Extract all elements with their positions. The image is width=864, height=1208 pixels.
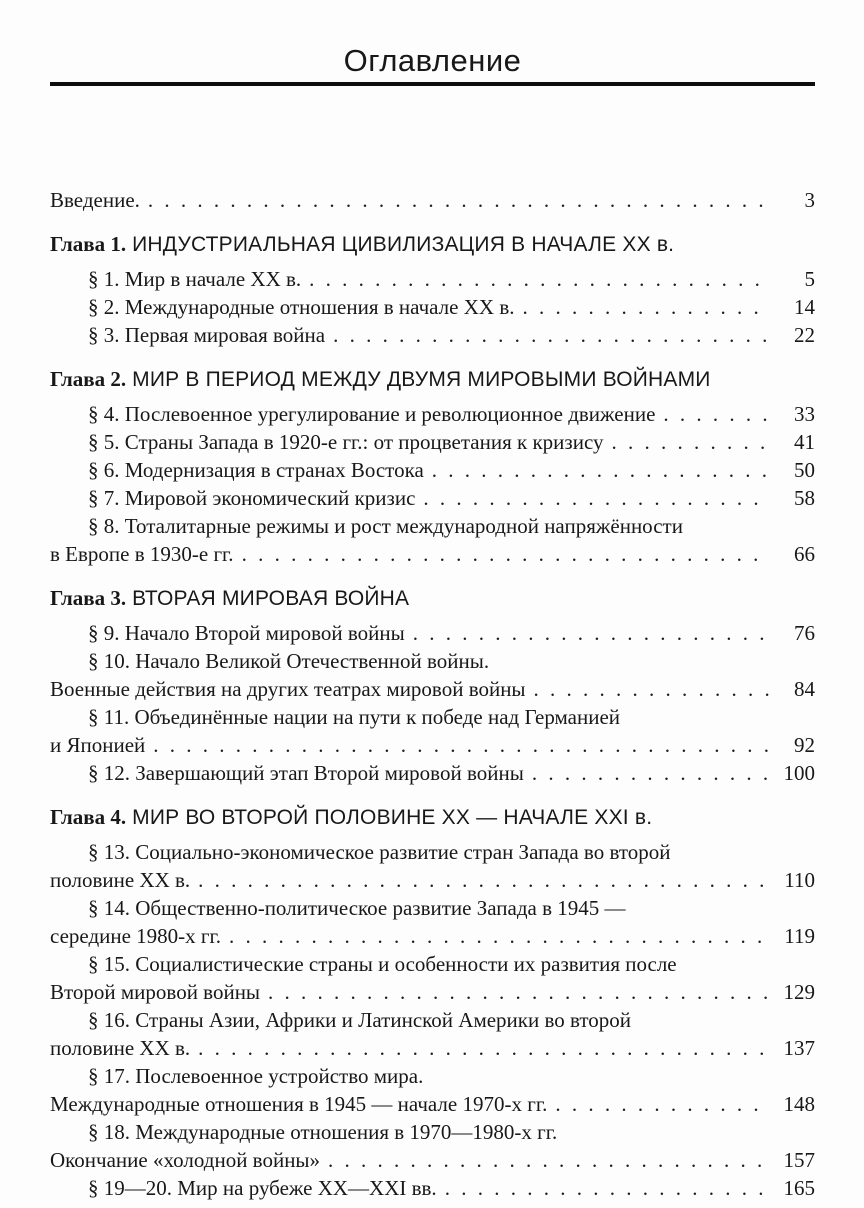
dot-leader xyxy=(309,265,771,293)
toc-entry xyxy=(50,400,815,428)
dot-leader xyxy=(522,293,771,321)
toc-entry xyxy=(50,759,815,787)
entry-text-line1: § 15. Социалистические страны и особенности их развития после xyxy=(88,952,677,976)
dot-leader xyxy=(532,759,771,787)
entry-text: § 5. Страны Запада в 1920-е гг.: от процветания к кризису xyxy=(88,430,604,454)
dot-leader xyxy=(555,1090,771,1118)
toc-entry xyxy=(50,321,815,349)
dot-leader xyxy=(423,484,771,512)
entry-text: § 7. Мировой экономический кризис xyxy=(88,486,416,510)
page-number: 33 xyxy=(794,402,815,426)
chapter-label: Глава 4. xyxy=(50,805,127,829)
entry-text-line2: Международные отношения в 1945 — начале 1970-х гг. xyxy=(50,1092,548,1116)
page-number: 148 xyxy=(783,1092,815,1116)
entry-text: § 6. Модернизация в странах Востока xyxy=(88,458,424,482)
entry-text: Введение. xyxy=(50,188,140,212)
entry-text-line1: § 10. Начало Великой Отечественной войны. xyxy=(88,649,490,673)
chapter-title: ИНДУСТРИАЛЬНАЯ ЦИВИЛИЗАЦИЯ В НАЧАЛЕ XX в. xyxy=(132,233,675,256)
chapter-heading xyxy=(50,230,815,259)
dot-leader xyxy=(198,866,771,894)
toc-entry xyxy=(50,838,815,894)
toc-entry xyxy=(50,894,815,950)
page-number: 41 xyxy=(794,430,815,454)
dot-leader xyxy=(432,456,771,484)
page-title: Оглавление xyxy=(343,43,522,78)
entry-text-line2: середине 1980-х гг. xyxy=(50,924,222,948)
toc-entry xyxy=(50,647,815,703)
dot-leader xyxy=(148,186,771,214)
dot-leader xyxy=(198,1034,771,1062)
page-number: 157 xyxy=(783,1148,815,1172)
entry-text: § 19—20. Мир на рубеже XX—XXI вв. xyxy=(88,1176,437,1200)
dot-leader xyxy=(534,675,771,703)
entry-text-line1: § 8. Тоталитарные режимы и рост международной напряжённости xyxy=(88,514,683,538)
entry-text-line1: § 13. Социально-экономическое развитие стран Запада во второй xyxy=(88,840,671,864)
toc-entry xyxy=(50,456,815,484)
page-number: 119 xyxy=(784,924,815,948)
entry-text-line1: § 11. Объединённые нации на пути к победе над Германией xyxy=(88,705,621,729)
page-number: 66 xyxy=(794,542,815,566)
page-number: 129 xyxy=(783,980,815,1004)
page-number: 58 xyxy=(794,486,815,510)
chapter-label: Глава 3. xyxy=(50,586,127,610)
page-number: 84 xyxy=(794,677,815,701)
chapter-label: Глава 1. xyxy=(50,232,127,256)
page-number: 100 xyxy=(783,761,815,785)
chapter-heading xyxy=(50,803,815,832)
page-number: 110 xyxy=(784,868,815,892)
entry-text-line2: Военные действия на других театрах мировой войны xyxy=(50,677,526,701)
title-rule xyxy=(50,82,815,86)
chapter-title: МИР ВО ВТОРОЙ ПОЛОВИНЕ XX — НАЧАЛЕ XXI в. xyxy=(132,806,653,829)
entry-text-line2: половине XX в. xyxy=(50,868,191,892)
chapter-label: Глава 2. xyxy=(50,367,127,391)
toc-entry xyxy=(50,186,815,214)
page-number: 165 xyxy=(783,1176,815,1200)
toc-entry xyxy=(50,1006,815,1062)
entry-text-line1: § 14. Общественно-политическое развитие Запада в 1945 — xyxy=(88,896,626,920)
page-number: 22 xyxy=(794,323,815,347)
entry-text: § 12. Завершающий этап Второй мировой войны xyxy=(88,761,524,785)
page-number: 92 xyxy=(794,733,815,757)
toc-entry xyxy=(50,484,815,512)
chapter-title: ВТОРАЯ МИРОВАЯ ВОЙНА xyxy=(132,587,410,610)
entry-text-line2: и Японией xyxy=(50,733,146,757)
entry-text: § 4. Послевоенное урегулирование и революционное движение xyxy=(88,402,656,426)
page-number: 14 xyxy=(794,295,815,319)
page-number: 137 xyxy=(783,1036,815,1060)
page-number: 3 xyxy=(804,188,815,212)
chapter-heading xyxy=(50,365,815,394)
dot-leader xyxy=(229,922,771,950)
toc-entry xyxy=(50,428,815,456)
toc-entry xyxy=(50,1118,815,1174)
entry-text-line2: в Европе в 1930-е гг. xyxy=(50,542,234,566)
toc-entry xyxy=(50,265,815,293)
toc-entry xyxy=(50,1174,815,1202)
dot-leader xyxy=(413,619,771,647)
page-number: 5 xyxy=(804,267,815,291)
dot-leader xyxy=(611,428,771,456)
dot-leader xyxy=(328,1146,771,1174)
dot-leader xyxy=(663,400,771,428)
dot-leader xyxy=(153,731,771,759)
dot-leader xyxy=(268,978,771,1006)
dot-leader xyxy=(242,540,771,568)
toc-entry xyxy=(50,1062,815,1118)
entry-text: § 9. Начало Второй мировой войны xyxy=(88,621,405,645)
entry-text: § 1. Мир в начале XX в. xyxy=(88,267,302,291)
entry-text: § 2. Международные отношения в начале XX в. xyxy=(88,295,515,319)
chapter-title: МИР В ПЕРИОД МЕЖДУ ДВУМЯ МИРОВЫМИ ВОЙНАМИ xyxy=(132,368,711,391)
dot-leader xyxy=(445,1174,771,1202)
entry-text-line2: Окончание «холодной войны» xyxy=(50,1148,321,1172)
entry-text-line2: Второй мировой войны xyxy=(50,980,261,1004)
toc-entry xyxy=(50,703,815,759)
toc-entry xyxy=(50,619,815,647)
entry-text-line1: § 16. Страны Азии, Африки и Латинской Америки во второй xyxy=(88,1008,632,1032)
toc-list xyxy=(50,186,815,1202)
page-number: 50 xyxy=(794,458,815,482)
toc-entry xyxy=(50,512,815,568)
dot-leader xyxy=(333,321,771,349)
entry-text-line2: половине XX в. xyxy=(50,1036,191,1060)
entry-text: § 3. Первая мировая война xyxy=(88,323,326,347)
chapter-heading xyxy=(50,584,815,613)
entry-text-line1: § 17. Послевоенное устройство мира. xyxy=(88,1064,424,1088)
page-number: 76 xyxy=(794,621,815,645)
entry-text-line1: § 18. Международные отношения в 1970—1980-х гг. xyxy=(88,1120,558,1144)
toc-entry xyxy=(50,293,815,321)
toc-entry xyxy=(50,950,815,1006)
